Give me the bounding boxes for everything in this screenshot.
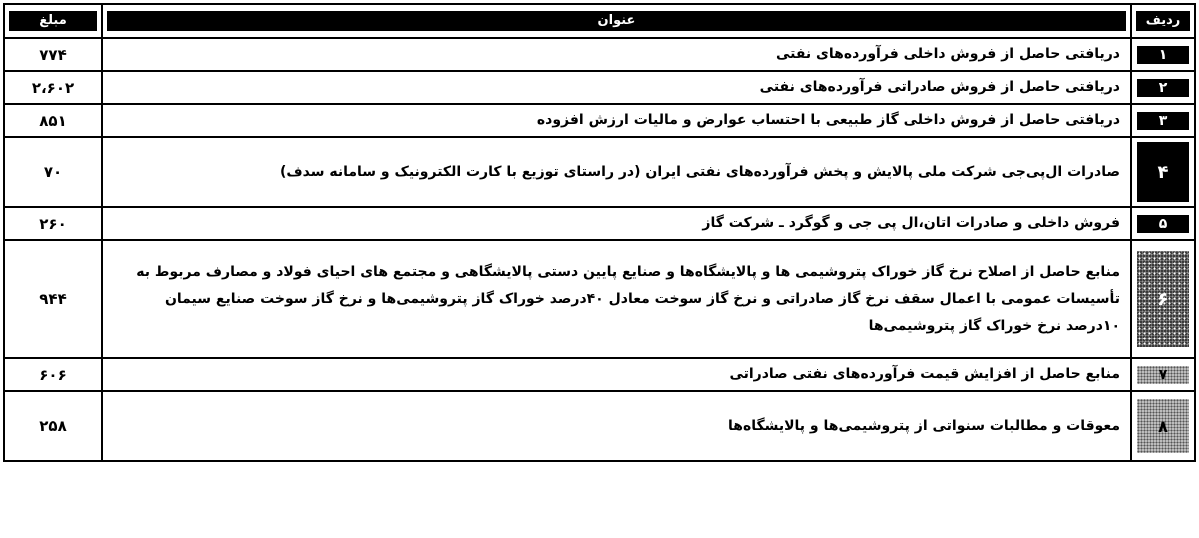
row-title: صادرات ال‌پی‌جی شرکت ملی پالایش و پخش فرآورده‌های نفتی ایران (در راستای توزیع با کارت الکترونیک و سامانه سدف) bbox=[102, 137, 1131, 207]
row-amount: ۲۶۰ bbox=[4, 207, 102, 240]
table-row bbox=[4, 391, 1195, 461]
header-title: عنوان bbox=[107, 11, 1126, 31]
header-title-cell bbox=[102, 4, 1131, 38]
table-row bbox=[4, 104, 1195, 137]
row-number-cell bbox=[1131, 240, 1195, 358]
row-number: ۸ bbox=[1137, 399, 1189, 453]
row-number: ۴ bbox=[1137, 142, 1189, 202]
row-title: دریافتی حاصل از فروش داخلی فرآورده‌های نفتی bbox=[102, 38, 1131, 71]
row-number-cell bbox=[1131, 207, 1195, 240]
table-row bbox=[4, 207, 1195, 240]
row-number: ۱ bbox=[1137, 46, 1189, 64]
row-number-cell bbox=[1131, 358, 1195, 391]
header-radif: ردیف bbox=[1136, 11, 1190, 31]
row-number-cell bbox=[1131, 38, 1195, 71]
row-amount: ۹۴۴ bbox=[4, 240, 102, 358]
row-number: ۵ bbox=[1137, 215, 1189, 233]
header-amount: مبلغ bbox=[9, 11, 97, 31]
row-number-cell bbox=[1131, 137, 1195, 207]
budget-table bbox=[3, 3, 1196, 462]
row-title: معوقات و مطالبات سنواتی از پتروشیمی‌ها و پالایشگاه‌ها bbox=[102, 391, 1131, 461]
row-title: فروش داخلی و صادرات اتان،ال پی جی و گوگرد ـ شرکت گاز bbox=[102, 207, 1131, 240]
row-amount: ۷۰ bbox=[4, 137, 102, 207]
row-number: ۷ bbox=[1137, 366, 1189, 384]
row-number-cell bbox=[1131, 104, 1195, 137]
row-amount: ۲،۶۰۲ bbox=[4, 71, 102, 104]
header-row bbox=[4, 4, 1195, 38]
row-title: منابع حاصل از اصلاح نرخ گاز خوراک پتروشیمی ها و پالایشگاه‌ها و صنایع پایین دستی پالایشگاهی و مجتمع های احیای فولاد و مصارف مربوط به تأسیسات عمومی با اعمال سقف نرخ گاز صادراتی و نرخ گاز سوخت معادل ۴۰درصد خوراک گاز پتروشیمی‌ها و نرخ گاز سوخت صنایع سیمان ۱۰درصد نرخ خوراک گاز پتروشیمی‌ها bbox=[102, 240, 1131, 358]
row-amount: ۸۵۱ bbox=[4, 104, 102, 137]
row-title: منابع حاصل از افزایش قیمت فرآورده‌های نفتی صادراتی bbox=[102, 358, 1131, 391]
row-number: ۶ bbox=[1137, 251, 1189, 347]
row-number-cell bbox=[1131, 71, 1195, 104]
row-number-cell bbox=[1131, 391, 1195, 461]
row-number: ۲ bbox=[1137, 79, 1189, 97]
table-row bbox=[4, 38, 1195, 71]
header-amount-cell bbox=[4, 4, 102, 38]
table-row bbox=[4, 358, 1195, 391]
row-amount: ۶۰۶ bbox=[4, 358, 102, 391]
row-title: دریافتی حاصل از فروش صادراتی فرآورده‌های نفتی bbox=[102, 71, 1131, 104]
header-radif-cell bbox=[1131, 4, 1195, 38]
row-amount: ۲۵۸ bbox=[4, 391, 102, 461]
table-row bbox=[4, 137, 1195, 207]
row-amount: ۷۷۴ bbox=[4, 38, 102, 71]
row-title: دریافتی حاصل از فروش داخلی گاز طبیعی با احتساب عوارض و مالیات ارزش افزوده bbox=[102, 104, 1131, 137]
table-row bbox=[4, 240, 1195, 358]
table-row bbox=[4, 71, 1195, 104]
row-number: ۳ bbox=[1137, 112, 1189, 130]
